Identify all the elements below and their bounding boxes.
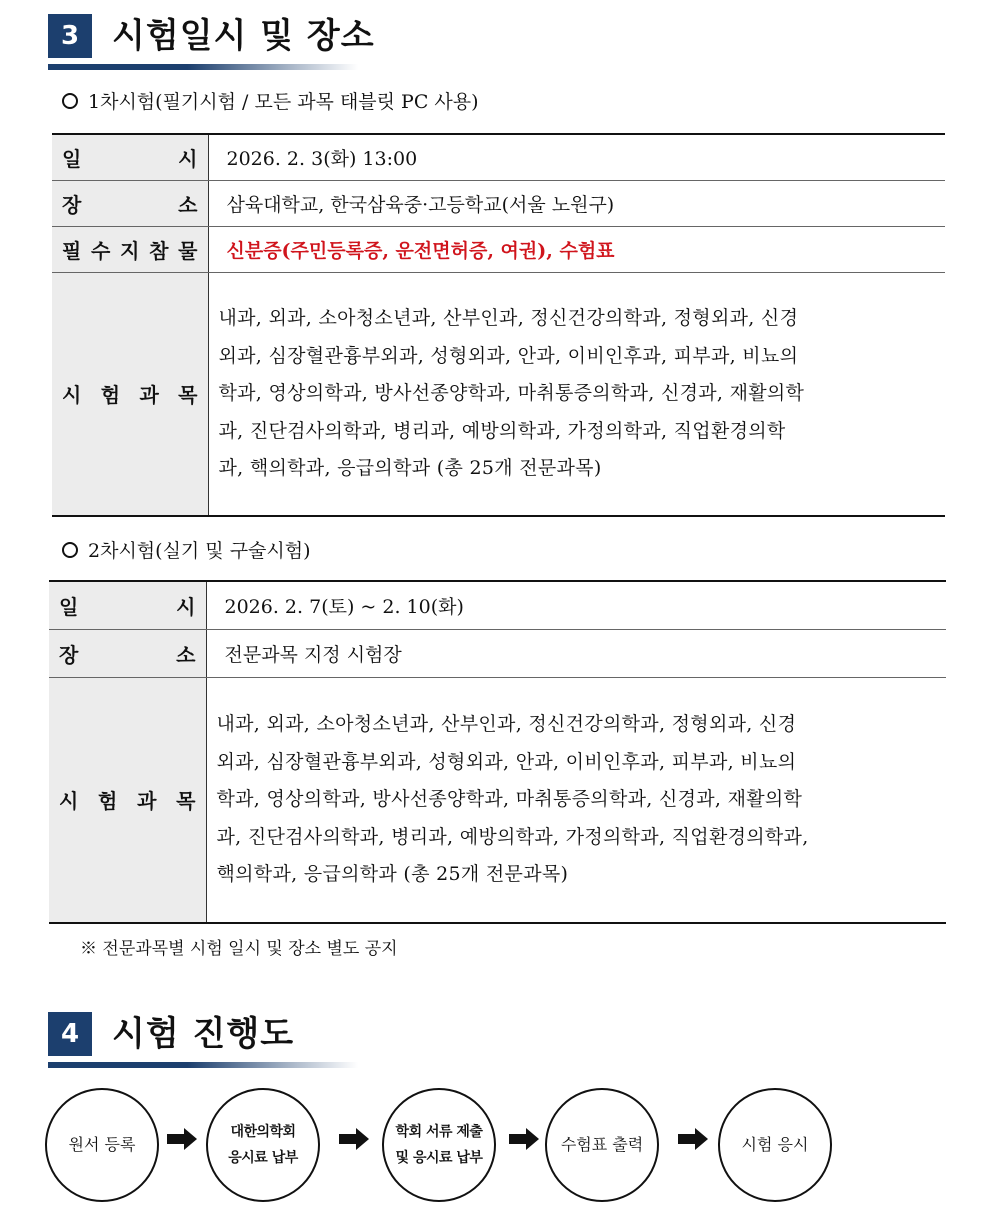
subjects-value xyxy=(206,677,946,923)
right-arrow-icon xyxy=(678,1128,708,1150)
section-4-header xyxy=(48,1012,368,1072)
exam2-heading-text: 2차시험(실기 및 구술시험) xyxy=(88,540,311,562)
place-value: 삼육대학교, 한국삼육중·고등학교(서울 노원구) xyxy=(208,180,945,226)
label-char: 장 xyxy=(59,642,79,667)
section-title: 시험 진행도 xyxy=(112,1014,295,1054)
exam1-subjects-row xyxy=(52,272,945,516)
subjects-label xyxy=(49,677,206,923)
section-number-badge: 3 xyxy=(48,14,92,58)
date-value: 2026. 2. 3(화) 13:00 xyxy=(208,134,945,180)
exam2-table xyxy=(49,580,946,924)
flow-step-5 xyxy=(718,1088,832,1202)
label-char: 장 xyxy=(62,192,82,217)
date-value: 2026. 2. 7(토) ~ 2. 10(화) xyxy=(206,581,946,629)
section-number-badge: 4 xyxy=(48,1012,92,1056)
subjects-line: 과, 진단검사의학과, 병리과, 예방의학과, 가정의학과, 직업환경의학과, xyxy=(216,825,809,848)
subjects-line: 내과, 외과, 소아청소년과, 산부인과, 정신건강의학과, 정형외과, 신경 xyxy=(216,713,797,735)
exam1-table xyxy=(52,133,945,517)
subjects-line: 내과, 외과, 소아청소년과, 산부인과, 정신건강의학과, 정형외과, 신경 xyxy=(218,307,799,329)
place-label xyxy=(52,180,208,226)
label-char: 시 xyxy=(59,789,79,814)
right-arrow-icon xyxy=(167,1128,197,1150)
subjects-line: 핵의학과, 응급의학과 (총 25개 전문과목) xyxy=(216,863,569,885)
subjects-line: 외과, 심장혈관흉부외과, 성형외과, 안과, 이비인후과, 피부과, 비뇨의 xyxy=(216,750,797,773)
label-char: 목 xyxy=(176,789,196,814)
label-char: 소 xyxy=(176,642,196,667)
flow-step-text: 학회 서류 제출 xyxy=(395,1124,483,1140)
subjects-label xyxy=(52,272,208,516)
section-3-header xyxy=(48,14,375,74)
flow-step-2 xyxy=(206,1088,320,1202)
exam1-date-row xyxy=(52,134,945,180)
exam1-items-row xyxy=(52,226,945,272)
date-label xyxy=(52,134,208,180)
flow-step-text: 수험표 출력 xyxy=(560,1135,644,1154)
exam1-heading-text: 1차시험(필기시험 / 모든 과목 태블릿 PC 사용) xyxy=(88,91,479,113)
section-title: 시험일시 및 장소 xyxy=(112,16,375,56)
label-char: 험 xyxy=(98,789,118,814)
label-char: 물 xyxy=(178,238,198,263)
label-char: 과 xyxy=(139,383,159,408)
hollow-circle-icon xyxy=(62,93,78,109)
flow-step-4 xyxy=(545,1088,659,1202)
exam2-subjects-row xyxy=(49,677,946,923)
subjects-line: 과, 진단검사의학과, 병리과, 예방의학과, 가정의학과, 직업환경의학 xyxy=(218,419,786,442)
subjects-line: 학과, 영상의학과, 방사선종양학과, 마취통증의학과, 신경과, 재활의학 xyxy=(218,382,805,404)
label-char: 목 xyxy=(178,383,198,408)
label-char: 시 xyxy=(178,146,198,171)
label-char: 시 xyxy=(62,383,82,408)
subjects-value xyxy=(208,272,945,516)
exam-flow-diagram xyxy=(0,1088,992,1218)
right-arrow-icon xyxy=(509,1128,539,1150)
label-char: 참 xyxy=(149,238,169,263)
required-items-value: 신분증(주민등록증, 운전면허증, 여권), 수험표 xyxy=(208,226,945,272)
section-underline xyxy=(48,64,358,70)
flow-step-text: 시험 응시 xyxy=(741,1135,809,1154)
flow-step-text: 응시료 납부 xyxy=(228,1150,298,1166)
schedule-note: ※ 전문과목별 시험 일시 및 장소 별도 공지 xyxy=(80,939,398,959)
flow-step-3 xyxy=(382,1088,496,1202)
label-char: 필 xyxy=(62,238,82,263)
exam1-place-row xyxy=(52,180,945,226)
label-char: 일 xyxy=(62,146,82,171)
right-arrow-icon xyxy=(339,1128,369,1150)
flow-step-text: 원서 등록 xyxy=(68,1135,136,1154)
subjects-line: 과, 핵의학과, 응급의학과 (총 25개 전문과목) xyxy=(218,457,602,479)
date-label xyxy=(49,581,206,629)
flow-step-text: 대한의학회 xyxy=(230,1124,296,1140)
place-value: 전문과목 지정 시험장 xyxy=(206,629,946,677)
subjects-line: 학과, 영상의학과, 방사선종양학과, 마취통증의학과, 신경과, 재활의학 xyxy=(216,788,803,810)
exam2-place-row xyxy=(49,629,946,677)
label-char: 수 xyxy=(91,238,111,263)
label-char: 일 xyxy=(59,594,79,619)
section-underline xyxy=(48,1062,358,1068)
subjects-line: 외과, 심장혈관흉부외과, 성형외과, 안과, 이비인후과, 피부과, 비뇨의 xyxy=(218,344,799,367)
label-char: 과 xyxy=(137,789,157,814)
exam1-heading xyxy=(62,88,479,116)
flow-step-1 xyxy=(45,1088,159,1202)
required-items-label xyxy=(52,226,208,272)
place-label xyxy=(49,629,206,677)
label-char: 소 xyxy=(178,192,198,217)
exam2-heading xyxy=(62,537,311,565)
label-char: 지 xyxy=(120,238,140,263)
exam2-date-row xyxy=(49,581,946,629)
flow-step-text: 및 응시료 납부 xyxy=(395,1150,483,1166)
label-char: 험 xyxy=(100,383,121,408)
hollow-circle-icon xyxy=(62,542,78,558)
label-char: 시 xyxy=(176,594,196,619)
